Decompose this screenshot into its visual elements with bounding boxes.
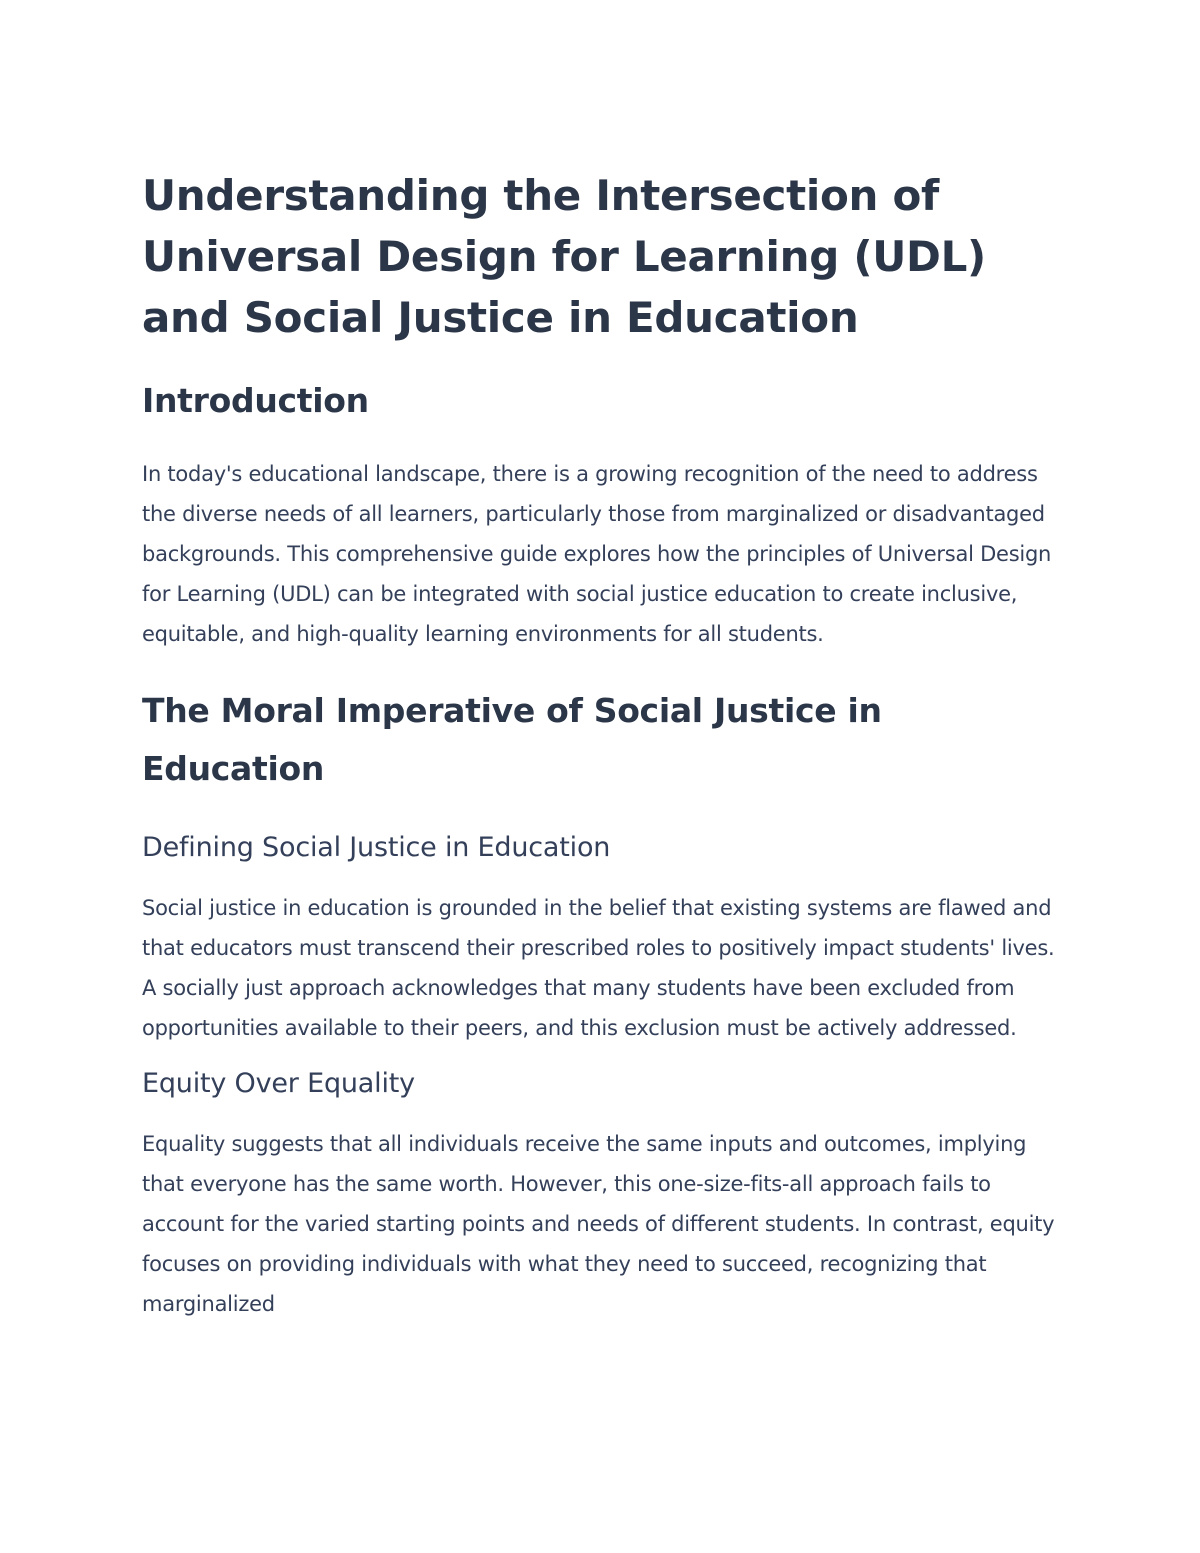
equity-over-equality-paragraph: Equality suggests that all individuals receive the same inputs and outcomes, implying that everyone has the same worth. However, this one-size-fits-all approach fails to account for the varied starting points and needs of different students. In contrast, equity focuses on providing individuals with what they need to succeed, recognizing that marginalized: [142, 1132, 1055, 1316]
introduction-paragraph: In today's educational landscape, there is a growing recognition of the need to address the diverse needs of all learners, particularly those from marginalized or disadvantaged backgrounds. This comprehensive guide explores how the principles of Universal Design for Learning (UDL) can be integrated with social justice education to create inclusive, equitable, and high-quality learning environments for all students.: [142, 462, 1052, 646]
defining-social-justice-paragraph: Social justice in education is grounded in the belief that existing systems are flawed and that educators must transcend their prescribed roles to positively impact students' lives. A socially just approach acknowledges that many students have been excluded from opportunities available to their peers, and this exclusion must be actively addressed.: [142, 896, 1055, 1040]
document-page: [142, 165, 1058, 1324]
defining-social-justice-heading: Defining Social Justice in Education: [142, 832, 611, 863]
introduction-heading: Introduction: [142, 381, 369, 420]
document-title: Understanding the Intersection of Universal Design for Learning (UDL) and Social Justice in Education: [142, 171, 986, 342]
moral-imperative-heading: The Moral Imperative of Social Justice in Education: [142, 691, 882, 788]
equity-over-equality-heading: Equity Over Equality: [142, 1068, 415, 1099]
